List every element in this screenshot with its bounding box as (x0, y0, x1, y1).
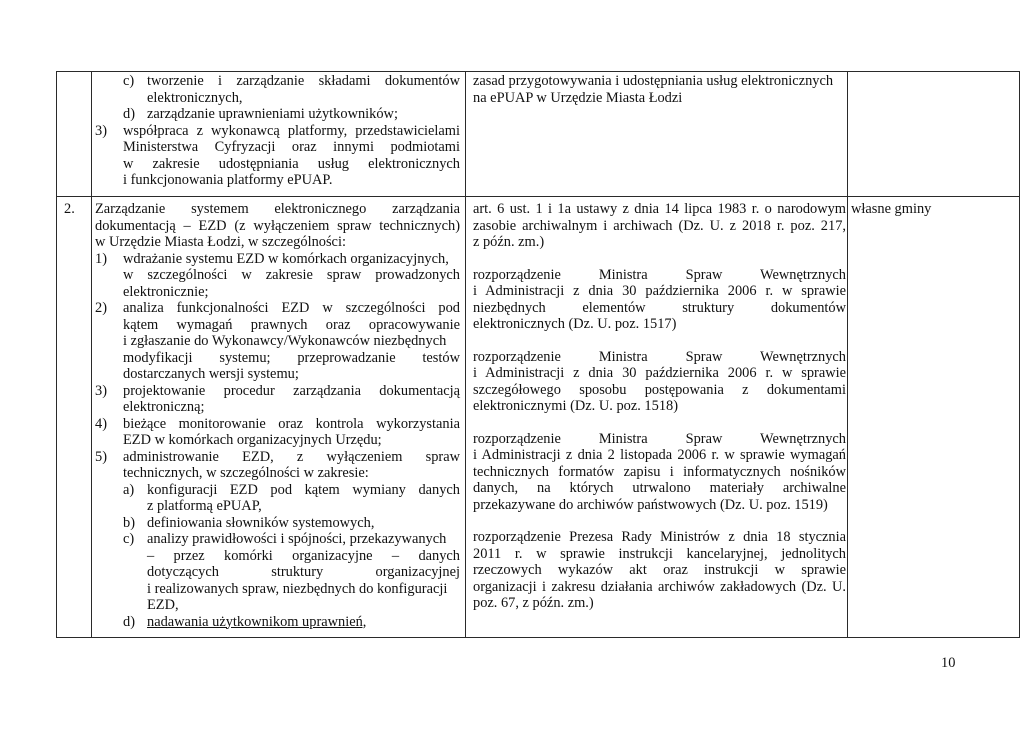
text-line: modyfikacji systemu; przeprowadzanie testów (123, 349, 460, 366)
text-line: rozporządzenie Ministra Spraw Wewnętrznych (473, 266, 846, 283)
text-line: analiza funkcjonalności EZD w szczególności pod (123, 300, 460, 316)
row-divider (56, 196, 1020, 197)
text-line: elektronicznie; (123, 283, 209, 300)
list-marker: 3) (95, 382, 107, 399)
text-line: i Administracji z dnia 30 października 2006 r. w sprawie (473, 283, 846, 299)
text-line: technicznych, w szczególności w zakresie: (123, 465, 369, 481)
list-item (95, 123, 460, 189)
row2-number: 2. (64, 201, 75, 217)
row1-legal-basis (473, 73, 846, 106)
text-line: w szczególności w zakresie spraw prowadzonych (123, 267, 460, 283)
list-marker: a) (123, 481, 135, 498)
table-left-border (56, 71, 57, 638)
column-divider-legal-basis (847, 71, 848, 638)
text-line: danych, na których utrwalono materiały archiwalne (473, 480, 846, 496)
text-line: Ministerstwa Cyfryzacji oraz innymi podmiotami (123, 139, 460, 155)
text-line: nadawania użytkownikom uprawnień, (147, 613, 367, 630)
text-line: i zgłaszanie do Wykonawcy/Wykonawców niezbędnych (123, 333, 447, 349)
text-line: elektronicznych, (147, 89, 243, 106)
row2-legal-basis (473, 201, 846, 612)
row2-task-type: własne gminy (851, 201, 932, 217)
text-line: 2011 r. w sprawie instrukcji kancelaryjnej, jednolitych (473, 545, 846, 562)
text-line: przekazywane do archiwów państwowych (Dz. U. poz. 1519) (473, 496, 828, 513)
list-item (95, 449, 460, 482)
list-item (95, 300, 460, 383)
text-line: konfiguracji EZD pod kątem wymiany danych (147, 481, 460, 498)
table-bottom-border (56, 637, 1020, 638)
legal-act (473, 529, 846, 612)
text-line: elektroniczną; (123, 399, 205, 415)
text-line: dokumentacją – EZD (z wyłączeniem spraw technicznych) (95, 217, 460, 234)
list-item (95, 251, 460, 301)
list-marker: c) (123, 73, 135, 89)
text-line: dotyczących struktury organizacyjnej (147, 564, 460, 580)
text-line: w Urzędzie Miasta Łodzi, w szczególności: (95, 234, 346, 250)
text-line: kątem wymagań prawnych oraz opracowywanie (123, 316, 460, 333)
text-line: współpraca z wykonawcą platformy, przedstawicielami (123, 122, 460, 139)
text-line: tworzenie i zarządzanie składami dokumentów (147, 73, 460, 89)
list-item (95, 106, 460, 123)
list-item (95, 531, 460, 614)
list-item (95, 614, 460, 631)
text-line: rozporządzenie Prezesa Rady Ministrów z dnia 18 stycznia (473, 529, 846, 545)
legal-act (473, 349, 846, 415)
text-line: EZD, (147, 597, 179, 613)
list-marker: 3) (95, 122, 107, 139)
text-line: wdrażanie systemu EZD w komórkach organizacyjnych, (123, 250, 449, 267)
column-divider-number (91, 71, 92, 638)
text-line: – przez komórki organizacyjne – danych (147, 547, 460, 564)
text-line: administrowanie EZD, z wyłączeniem spraw (123, 448, 460, 465)
text-line: bieżące monitorowanie oraz kontrola wykorzystania (123, 415, 460, 432)
table-top-border (56, 71, 1020, 72)
row2-description (95, 201, 460, 630)
table-right-border (1019, 71, 1020, 638)
legal-act (473, 267, 846, 333)
text-line: projektowanie procedur zarządzania dokumentacją (123, 382, 460, 399)
page-number: 10 (941, 655, 956, 671)
text-line: rozporządzenie Ministra Spraw Wewnętrznych (473, 430, 846, 447)
text-line: art. 6 ust. 1 i 1a ustawy z dnia 14 lipca 1983 r. o narodowym (473, 201, 846, 217)
list-marker: d) (123, 613, 135, 630)
text-line: organizacji i zakresu działania archiwów zakładowych (Dz. U. (473, 578, 846, 595)
text-line: technicznych formatów zapisu i informatycznych nośników (473, 463, 846, 480)
list-marker: 5) (95, 448, 107, 465)
text-line: Zarządzanie systemem elektronicznego zarządzania (95, 201, 460, 217)
list-marker: d) (123, 106, 135, 122)
legal-act (473, 431, 846, 514)
text-line: na ePUAP w Urzędzie Miasta Łodzi (473, 89, 683, 106)
text-line: poz. 67, z późn. zm.) (473, 595, 594, 611)
legal-act (473, 201, 846, 251)
text-line: zasobie archiwalnym i archiwach (Dz. U. z 2018 r. poz. 217, (473, 217, 846, 234)
list-item (95, 416, 460, 449)
text-line: z platformą ePUAP, (147, 498, 262, 514)
list-marker: 2) (95, 300, 107, 316)
list-marker: 4) (95, 415, 107, 432)
text-line: i Administracji z dnia 2 listopada 2006 r. w sprawie wymagań (473, 447, 846, 463)
text-line: dostarczanych wersji systemu; (123, 366, 299, 382)
text-line: szczegółowego sposobu postępowania z dokumentami (473, 381, 846, 398)
text-line: i funkcjonowania platformy ePUAP. (123, 172, 333, 188)
list-item (95, 383, 460, 416)
list-item (95, 73, 460, 106)
text-line: elektronicznych (Dz. U. poz. 1517) (473, 316, 677, 332)
text-line: i Administracji z dnia 30 października 2006 r. w sprawie (473, 365, 846, 381)
text-line: analizy prawidłowości i spójności, przekazywanych (147, 531, 447, 547)
column-divider-description (465, 71, 466, 638)
text-line: EZD w komórkach organizacyjnych Urzędu; (123, 432, 382, 448)
text-line: z późn. zm.) (473, 234, 545, 250)
text-line: niezbędnych elementów struktury dokumentów (473, 299, 846, 316)
text-line: zarządzanie uprawnieniami użytkowników; (147, 106, 398, 122)
row1-description (95, 73, 460, 189)
list-marker: b) (123, 514, 135, 531)
list-marker: 1) (95, 250, 107, 267)
text-line: rzeczowych wykazów akt oraz instrukcji w sprawie (473, 562, 846, 578)
text-line: i realizowanych spraw, niezbędnych do konfiguracji (147, 580, 448, 597)
text-line: w zakresie udostępniania usług elektronicznych (123, 155, 460, 172)
list-marker: c) (123, 531, 135, 547)
list-item (95, 515, 460, 532)
text-line: elektronicznymi (Dz. U. poz. 1518) (473, 398, 679, 414)
text-line: rozporządzenie Ministra Spraw Wewnętrznych (473, 348, 846, 365)
text-line: definiowania słowników systemowych, (147, 514, 375, 531)
text-line: zasad przygotowywania i udostępniania usług elektronicznych (473, 73, 834, 89)
list-item (95, 482, 460, 515)
